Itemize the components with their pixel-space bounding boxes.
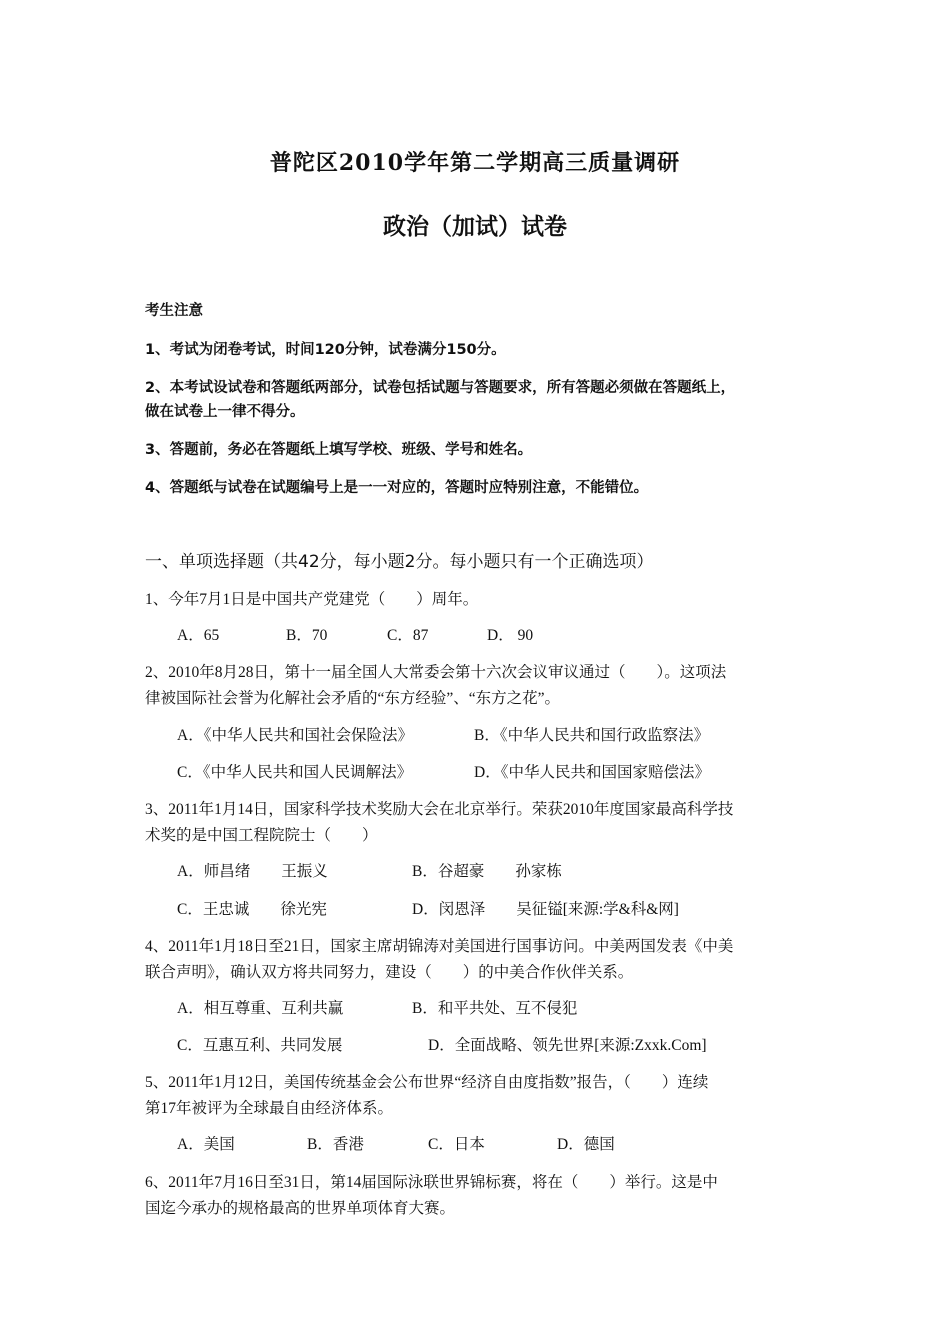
question-3-stem-line: 3、2011年1月14日，国家科学技术奖励大会在北京举行。荣获2010年度国家最高科学技 — [145, 801, 734, 818]
question-2-option-d: D．《中华人民共和国国家赔偿法》 — [474, 764, 710, 781]
question-2-option-b: B．《中华人民共和国行政监察法》 — [474, 727, 710, 744]
question-5-stem-line: 第17年被评为全球最自由经济体系。 — [145, 1100, 394, 1117]
question-4-option-b: B．和平共处、互不侵犯 — [412, 1000, 578, 1017]
notice-item: 2、本考试设试卷和答题纸两部分，试卷包括试题与答题要求，所有答题必须做在答题纸上， — [145, 380, 736, 396]
question-1-option-d: D． 90 — [487, 627, 534, 644]
exam-title: 普陀区2010学年第二学期高三质量调研 — [269, 150, 681, 176]
question-1-stem: 1、今年7月1日是中国共产党建党（ ）周年。 — [145, 591, 479, 608]
notice-item: 3、答题前，务必在答题纸上填写学校、班级、学号和姓名。 — [145, 442, 533, 458]
question-5-option-b: B．香港 — [307, 1136, 364, 1153]
question-2-option-a: A．《中华人民共和国社会保险法》 — [177, 727, 413, 744]
exam-subtitle: 政治（加试）试卷 — [383, 214, 567, 240]
question-5-option-a: A．美国 — [177, 1136, 235, 1153]
question-2-stem-line: 2、2010年8月28日，第十一届全国人大常委会第十六次会议审议通过（ ）。这项法 — [145, 664, 727, 681]
question-3-option-c: C．王忠诚 徐光宪 — [177, 901, 327, 918]
notice-item: 4、答题纸与试卷在试题编号上是一一对应的，答题时应特别注意，不能错位。 — [145, 480, 649, 496]
question-5-option-c: C．日本 — [428, 1136, 485, 1153]
notice-heading: 考生注意 — [145, 303, 203, 319]
question-3-option-d: D．闵恩泽 吴征镒[来源:学&科&网] — [412, 901, 679, 918]
question-4-option-d: D．全面战略、领先世界[来源:Zxxk.Com] — [428, 1037, 707, 1054]
question-5-stem-line: 5、2011年1月12日，美国传统基金会公布世界“经济自由度指数”报告，（ ）连续 — [145, 1074, 709, 1091]
question-4-stem-line: 4、2011年1月18日至21日，国家主席胡锦涛对美国进行国事访问。中美两国发表《中美 — [145, 938, 734, 955]
question-3-option-b: B．谷超豪 孙家栋 — [412, 863, 562, 880]
question-1-option-a: A．65 — [177, 627, 220, 644]
notice-item: 做在试卷上一律不得分。 — [145, 404, 305, 420]
question-6-stem-line: 国迄今承办的规格最高的世界单项体育大赛。 — [145, 1200, 456, 1217]
question-4-option-a: A．相互尊重、互利共赢 — [177, 1000, 344, 1017]
question-3-option-a: A．师昌绪 王振义 — [177, 863, 328, 880]
question-4-option-c: C．互惠互利、共同发展 — [177, 1037, 343, 1054]
question-1-option-c: C．87 — [387, 627, 429, 644]
question-3-stem-line: 术奖的是中国工程院院士（ ） — [145, 827, 378, 844]
question-1-option-b: B．70 — [286, 627, 328, 644]
question-4-stem-line: 联合声明》，确认双方将共同努力，建设（ ）的中美合作伙伴关系。 — [145, 964, 634, 981]
question-6-stem-line: 6、2011年7月16日至31日，第14届国际泳联世界锦标赛，将在（ ）举行。这是中 — [145, 1174, 718, 1191]
section-heading: 一、单项选择题（共42分，每小题2分。每小题只有一个正确选项） — [145, 552, 654, 572]
question-2-stem-line: 律被国际社会誉为化解社会矛盾的“东方经验”、“东方之花”。 — [145, 690, 561, 707]
notice-item: 1、考试为闭卷考试，时间120分钟，试卷满分150分。 — [145, 342, 506, 358]
question-2-option-c: C．《中华人民共和国人民调解法》 — [177, 764, 413, 781]
question-5-option-d: D．德国 — [557, 1136, 615, 1153]
